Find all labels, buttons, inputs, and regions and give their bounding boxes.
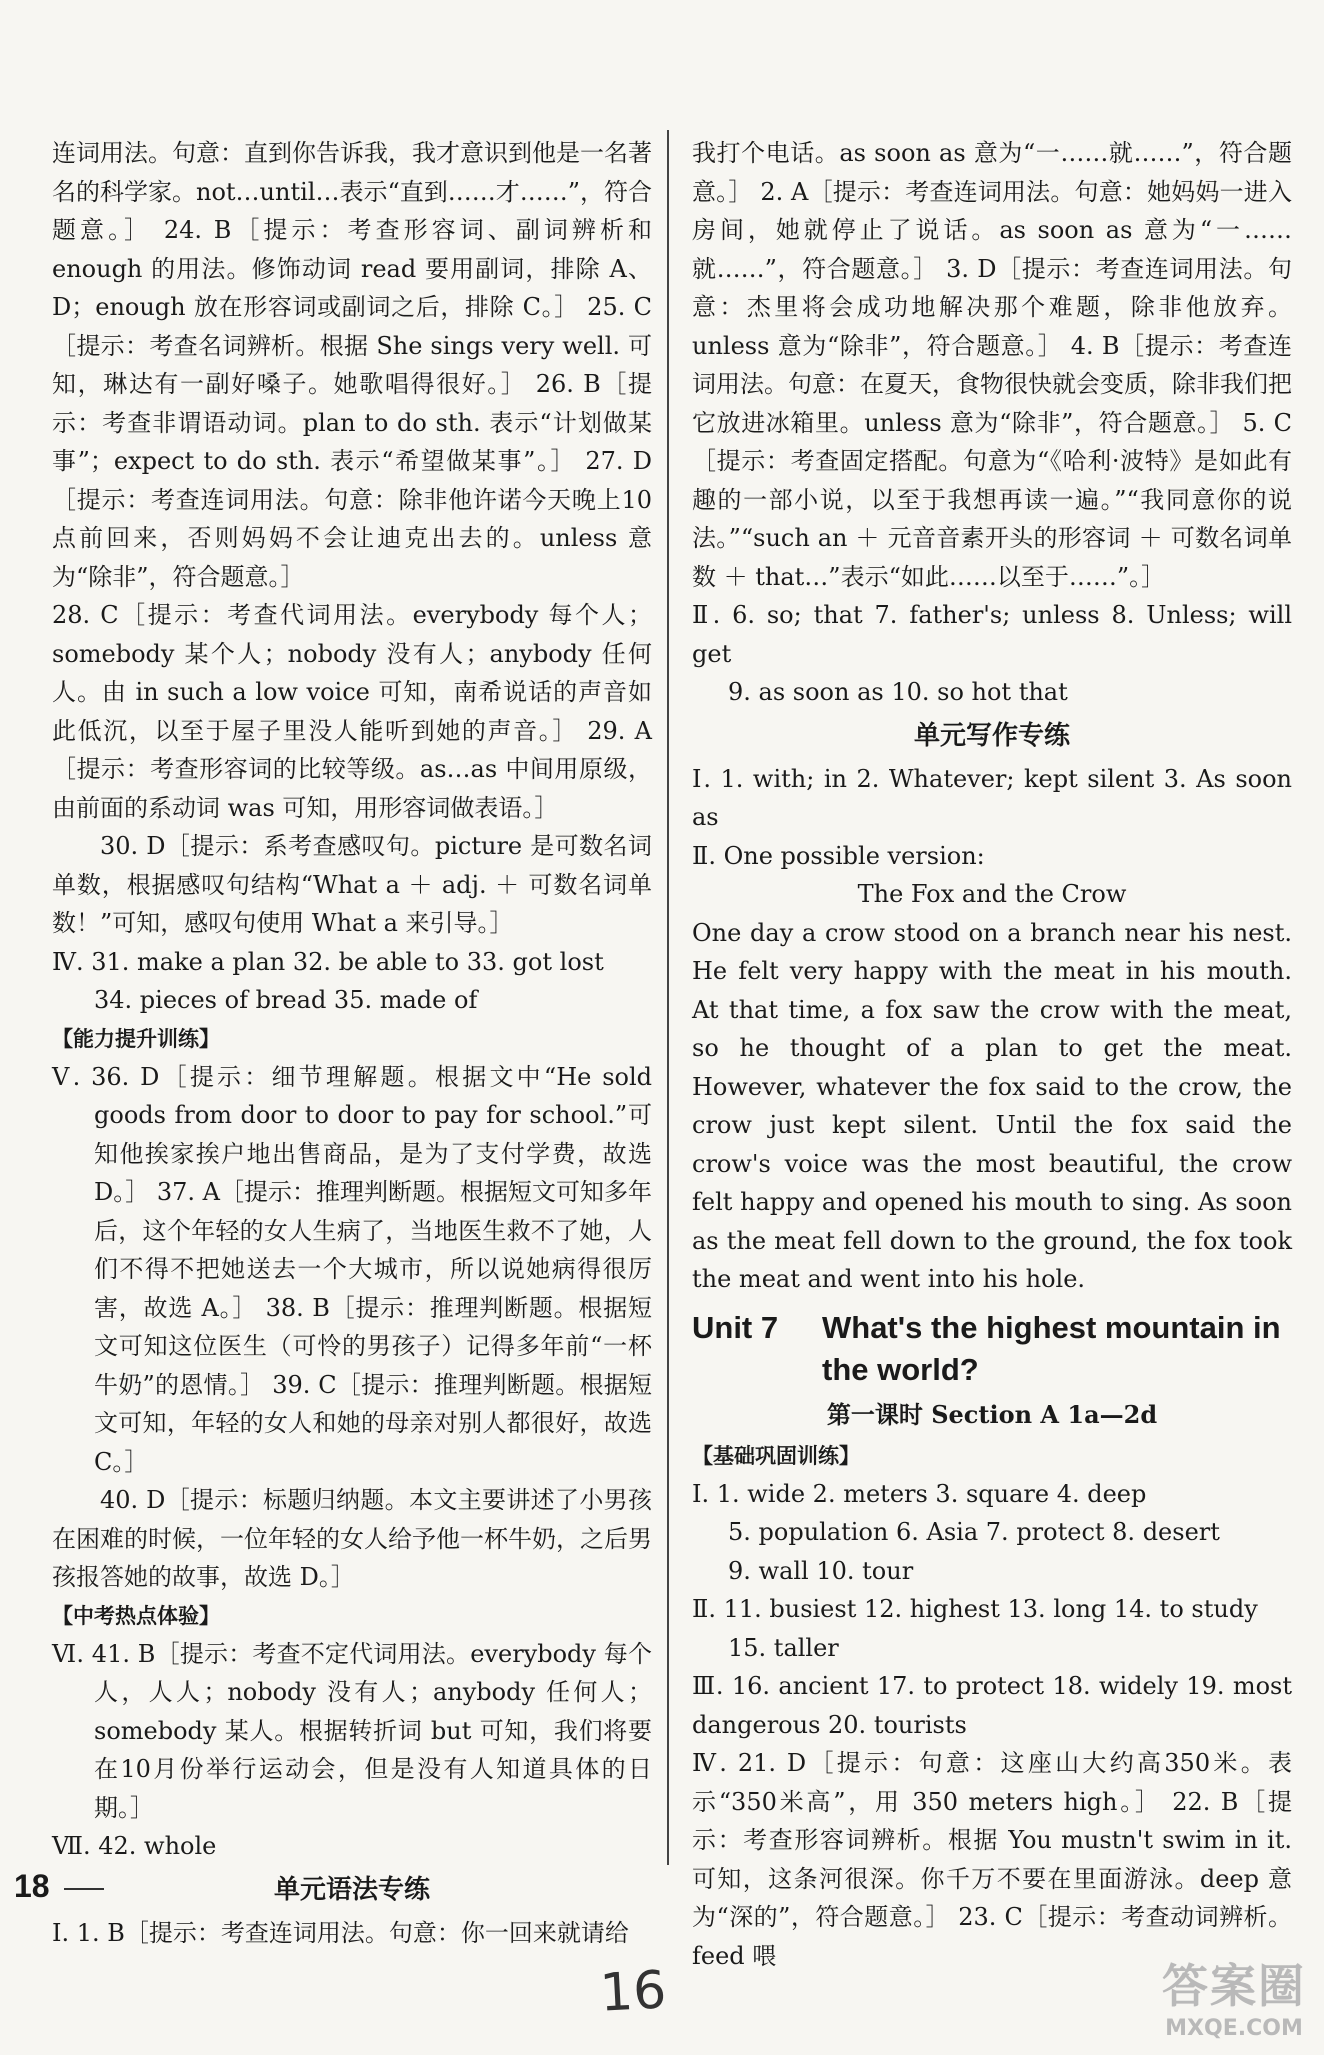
watermark-logo xyxy=(1162,1950,1306,2041)
section-bracket-exam: 【中考热点体验】 xyxy=(52,1603,220,1628)
unit-part-1-line-3: 9. wall 10. tour xyxy=(728,1556,914,1585)
left-column xyxy=(52,134,652,1952)
part-4-prefix: Ⅳ. xyxy=(52,947,84,976)
essay-body: One day a crow stood on a branch near his nest. He felt very happy with the meat in his mouth. At that time, a fox saw the crow with the meat, so he thought of a plan to get the meat. However, whatever the fox said to the crow, the crow just kept silent. Until the fox said the crow's voice was the most beautiful, the crow felt happy and opened his mouth to sing. As soon as the meat fell down to the ground, the fox took the meat and went into his hole. xyxy=(692,918,1292,1293)
answer-40: 40. D［提示：标题归纳题。本文主要讲述了小男孩在困难的时候，一位年轻的女人给予他一杯牛奶，之后男孩报答她的故事，故选 D。］ xyxy=(52,1486,652,1591)
part-4-line-1 xyxy=(52,943,652,982)
unit-title: What's the highest mountain in the world? xyxy=(822,1309,1281,1387)
part-6: Ⅵ. 41. B［提示：考查不定代词用法。everybody 每个人，人人；nobody 没有人；anybody 任何人；somebody 某人。根据转折词 but 可知，我们将要在10月份举行运动会，但是没有人知道具体的日期。］ xyxy=(52,1639,652,1822)
unit-part-4: Ⅳ. 21. D［提示：句意：这座山大约高350米。表示“350米高”，用 350 meters high。］ 22. B［提示：考查形容词辨析。根据 You mustn't swim in it. 可知，这条河很深。你千万不要在里面游泳。deep 意为“深的”，符合题意。］ 23. C［提示：考查动词辨析。feed 喂 xyxy=(692,1749,1292,1970)
unit-heading xyxy=(692,1307,1292,1391)
grammar-section-title: 单元语法专练 xyxy=(273,1874,430,1905)
page-number: 18 xyxy=(14,1868,50,1904)
unit-part-1-line-2: 5. population 6. Asia 7. protect 8. desert xyxy=(728,1518,1220,1546)
part-4-answers-1: 31. make a plan 32. be able to 33. got lost xyxy=(91,947,604,976)
lesson-title: 第一课时 Section A 1a—2d xyxy=(826,1399,1158,1429)
unit-part-3: Ⅲ. 16. ancient 17. to protect 18. widely 19. most dangerous 20. tourists xyxy=(692,1672,1292,1739)
unit-part-2-line-1: Ⅱ. 11. busiest 12. highest 13. long 14. to study xyxy=(692,1595,1258,1623)
unit-part-2-line-2: 15. taller xyxy=(728,1633,839,1662)
part-5: Ⅴ. 36. D［提示：细节理解题。根据文中“He sold goods from door to door to pay for school.”可知他挨家挨户地出售商品，是为了支付学费，故选 D。］ 37. A［提示：推理判断题。根据短文可知多年后，这个年轻的女人生病了，当地医生救不了她，人们不得不把她送去一个大城市，所以说她病得很厉害，故选 A。］ 38. B［提示：推理判断题。根据短文可知这位医生（可怜的男孩子）记得多年前“一杯牛奶”的恩情。］ 39. C［提示：推理判断题。根据短文可知，年轻的女人和她的母亲对别人都很好，故选 C。］ xyxy=(52,1062,652,1476)
part-7: Ⅶ. 42. whole xyxy=(52,1832,217,1860)
grammar-answer-1: Ⅰ. 1. B［提示：考查连词用法。句意：你一回来就请给 xyxy=(52,1918,629,1947)
section-bracket-ability: 【能力提升训练】 xyxy=(52,1026,220,1051)
unit-label: Unit 7 xyxy=(692,1309,779,1345)
part-4-line-2: 34. pieces of bread 35. made of xyxy=(94,986,478,1014)
writing-part-2: Ⅱ. One possible version: xyxy=(692,841,985,870)
grammar-part-2-line-1: Ⅱ. 6. so; that 7. father's; unless 8. Unless; will get xyxy=(692,601,1292,668)
answer-30: 30. D［提示：系考查感叹句。picture 是可数名词单数，根据感叹句结构“What a ＋ adj. ＋ 可数名词单数！”可知，感叹句使用 What a 来引导。］ xyxy=(52,832,652,937)
grammar-answers-cont: 我打个电话。as soon as 意为“一……就……”，符合题意。］ 2. A［提示：考查连词用法。句意：她妈妈一进入房间，她就停止了说话。as soon as 意为“一……就……”，符合题意。］ 3. D［提示：考查连词用法。句意：杰里将会成功地解决那个难题，除非他放弃。unless 意为“除非”，符合题意。］ 4. B［提示：考查连词用法。句意：在夏天，食物很快就会变质，除非我们把它放进冰箱里。unless 意为“除非”，符合题意。］ 5. C［提示：考查固定搭配。句意为“《哈利·波特》是如此有趣的一部小说，以至于我想再读一遍。”“我同意你的说法。”“such an ＋ 元音音素开头的形容词 ＋ 可数名词单数 ＋ that…”表示“如此……以至于……”。］ xyxy=(692,139,1292,591)
handwritten-mark: 16 xyxy=(598,1960,668,2024)
writing-section-title: 单元写作专练 xyxy=(913,720,1070,751)
watermark-url: MXQE.COM xyxy=(1165,2016,1303,2041)
answer-block-24-27: 连词用法。句意：直到你告诉我，我才意识到他是一名著名的科学家。not…until…表示“直到……才……”，符合题意。］ 24. B［提示：考查形容词、副词辨析和 enough 的用法。修饰动词 read 要用副词，排除 A、D；enough 放在形容词或副词之后，排除 C。］ 25. C［提示：考查名词辨析。根据 She sings very well. 可知，琳达有一副好嗓子。她歌唱得很好。］ 26. B［提示：考查非谓语动词。plan to do sth. 表示“计划做某事”；expect to do sth. 表示“希望做某事”。］ 27. D［提示：考查连词用法。句意：除非他许诺今天晚上10点前回来，否则妈妈不会让迪克出去的。unless 意为“除非”，符合题意。］ xyxy=(52,139,652,591)
section-bracket-basic: 【基础巩固训练】 xyxy=(692,1443,860,1468)
watermark-text: 答案圈 xyxy=(1162,1959,1306,2013)
essay-title: The Fox and the Crow xyxy=(857,880,1127,908)
page-number-rule xyxy=(64,1888,104,1890)
unit-part-1-line-1: Ⅰ. 1. wide 2. meters 3. square 4. deep xyxy=(692,1479,1147,1508)
grammar-part-2-line-2: 9. as soon as 10. so hot that xyxy=(728,678,1068,706)
right-column xyxy=(692,134,1292,1975)
writing-part-1: Ⅰ. 1. with; in 2. Whatever; kept silent 3. As soon as xyxy=(692,764,1292,831)
column-divider xyxy=(667,130,669,1865)
answer-block-28-29: 28. C［提示：考查代词用法。everybody 每个人；somebody 某个人；nobody 没有人；anybody 任何人。由 in such a low voice 可知，南希说话的声音如此低沉，以至于屋子里没人能听到她的声音。］ 29. A［提示：考查形容词的比较等级。as…as 中间用原级，由前面的系动词 was 可知，用形容词做表语。］ xyxy=(52,601,652,822)
